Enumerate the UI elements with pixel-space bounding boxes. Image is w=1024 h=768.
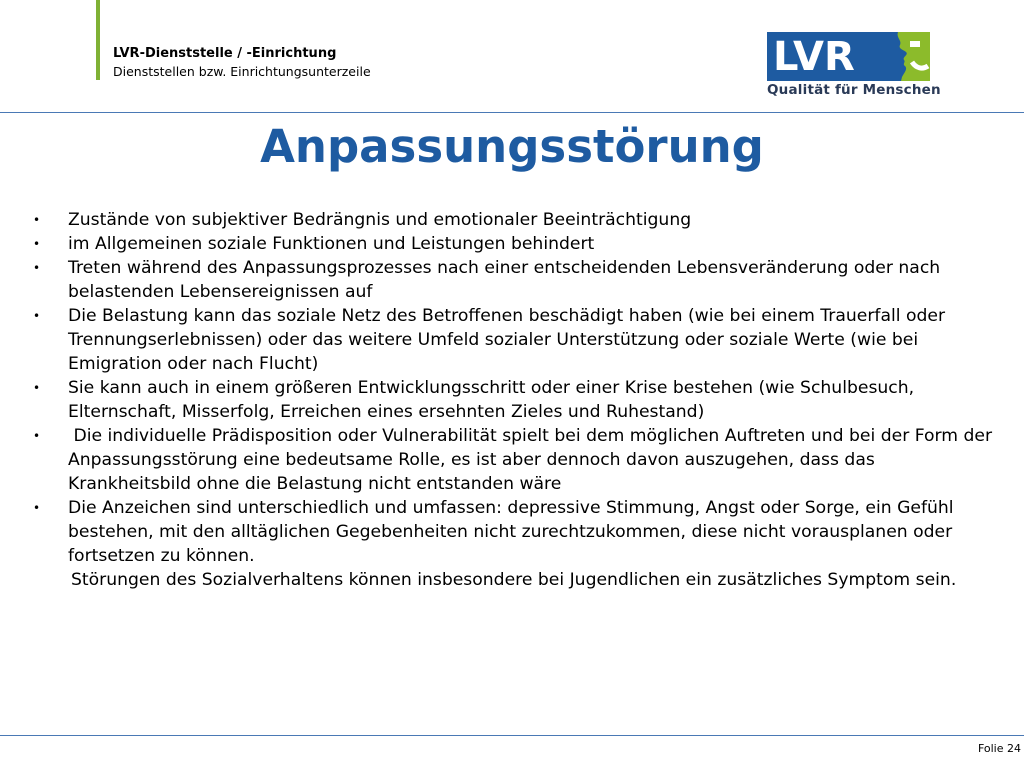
bullet-item: [33, 304, 993, 376]
bullet-icon: •: [33, 381, 41, 395]
logo-wordmark-box: [767, 32, 882, 81]
header-text: [113, 46, 371, 80]
bullet-item: [33, 424, 998, 496]
org-name: LVR-Dienststelle / -Einrichtung: [113, 46, 337, 61]
bullet-text: Sie kann auch in einem größeren Entwicklungsschritt oder einer Krise bestehen (wie Schulbesuch, Elternschaft, Misserfolg, Erreichen eines ersehnten Zieles und Ruhestand): [68, 378, 915, 422]
org-subline: Dienststellen bzw. Einrichtungsunterzeile: [113, 64, 371, 79]
header-divider: [0, 112, 1024, 113]
bullet-item: [33, 232, 993, 256]
bullet-icon: •: [33, 501, 41, 515]
logo-face-icon: [882, 32, 930, 81]
bullet-text: Treten während des Anpassungsprozesses nach einer entscheidenden Lebensveränderung oder nach belastenden Lebensereignissen auf: [68, 258, 941, 302]
bullet-icon: •: [33, 213, 41, 227]
face-profile-icon: [882, 32, 930, 81]
slide-content: [33, 208, 998, 592]
bullet-icon: •: [33, 309, 41, 323]
bullet-icon: •: [33, 237, 41, 251]
continuation-text: Störungen des Sozialverhaltens können insbesondere bei Jugendlichen ein zusätzliches Symptom sein.: [71, 570, 957, 590]
bullet-item: [33, 208, 993, 232]
logo-tagline: Qualität für Menschen: [767, 82, 941, 98]
bullet-text: Die Anzeichen sind unterschiedlich und umfassen: depressive Stimmung, Angst oder Sorge, ein Gefühl bestehen, mit den alltäglichen Gegebenheiten nicht zurechtzukommen, diese nicht vorausplanen oder fortsetzen zu können.: [68, 498, 954, 566]
logo-letters: LVR: [773, 33, 855, 80]
bullet-list: [33, 208, 998, 568]
footer-divider: [0, 735, 1024, 736]
header-accent-bar: [96, 0, 100, 80]
bullet-item: [33, 256, 993, 304]
bullet-icon: •: [33, 261, 41, 275]
bullet-text: Die Belastung kann das soziale Netz des Betroffenen beschädigt haben (wie bei einem Trauerfall oder Trennungserlebnissen) oder das weitere Umfeld sozialer Unterstützung oder soziale Werte (wie bei Emigration oder nach Flucht): [68, 306, 946, 374]
bullet-text: im Allgemeinen soziale Funktionen und Leistungen behindert: [68, 234, 595, 254]
bullet-icon: •: [33, 429, 41, 443]
slide-title: Anpassungsstörung: [260, 120, 764, 173]
bullet-text: Die individuelle Prädisposition oder Vulnerabilität spielt bei dem möglichen Auftreten und bei der Form der Anpassungsstörung eine bedeutsame Rolle, es ist aber dennoch davon auszugehen, dass das Krankheitsbild ohne die Belastung nicht entstanden wäre: [68, 426, 998, 494]
bullet-text: Zustände von subjektiver Bedrängnis und emotionaler Beeinträchtigung: [68, 210, 692, 230]
lvr-logo: [767, 32, 941, 100]
slide-number: Folie 24: [977, 742, 1021, 755]
bullet-item: [33, 496, 993, 568]
bullet-item: [33, 376, 993, 424]
